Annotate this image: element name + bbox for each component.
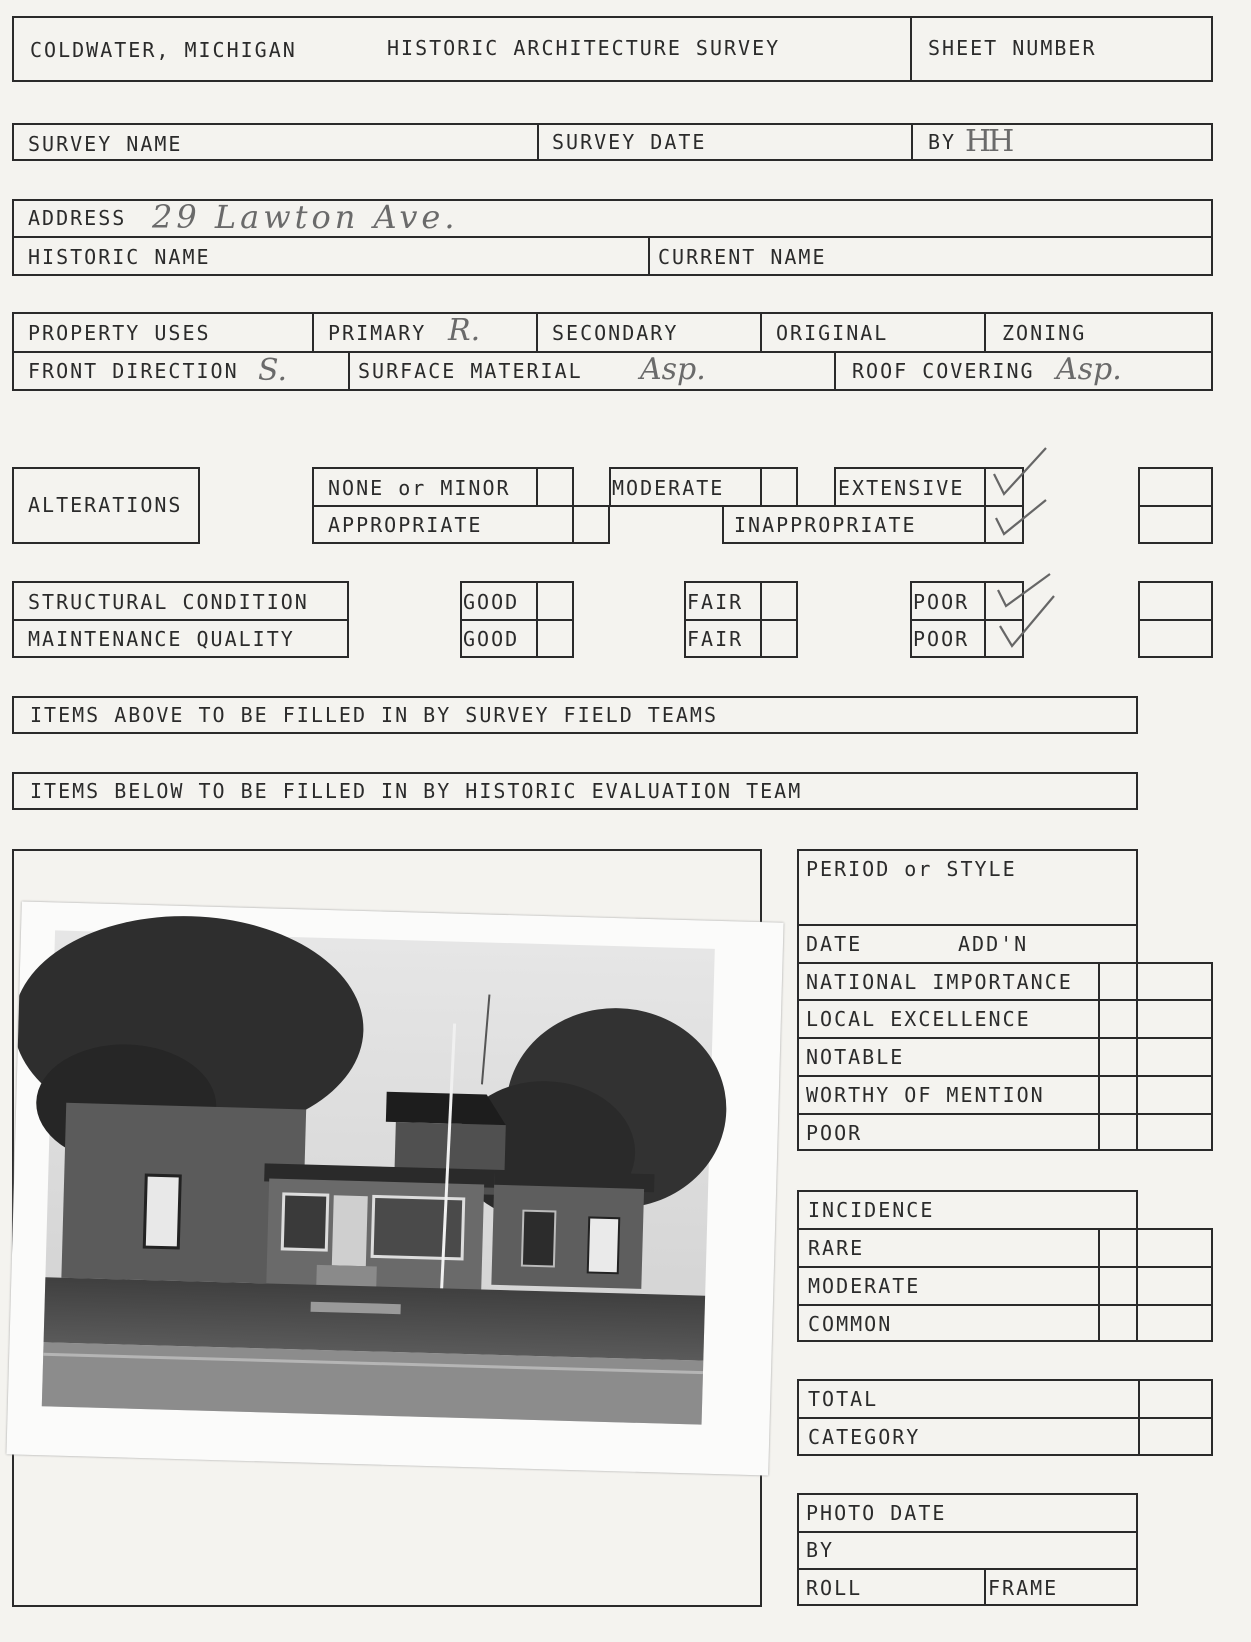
eval-div-6 [797,1113,1138,1115]
surface-material-value: Asp. [640,352,706,387]
total-div-h [797,1417,1213,1419]
items-below-note: ITEMS BELOW TO BE FILLED IN BY HISTORIC EVALUATION TEAM [30,779,803,803]
inappropriate-checkmark-icon [990,494,1050,540]
by-label: BY [928,130,957,154]
condition-score-div [1138,619,1213,621]
uses-div-1 [312,312,314,351]
inappropriate-label: INAPPROPRIATE [734,513,917,537]
survey-divider-2 [911,123,913,161]
none-minor-label: NONE or MINOR [328,476,511,500]
house-photograph [6,901,783,1475]
incidence-div-3 [797,1304,1138,1306]
primary-label: PRIMARY [328,321,427,345]
condition-label-div [12,619,349,621]
frame-label: FRAME [988,1576,1059,1600]
inappropriate-check-div [984,505,986,544]
total-label: TOTAL [808,1387,879,1411]
total-div-v [1138,1379,1140,1456]
date-label: DATE [806,932,863,956]
header-divider [910,16,912,82]
items-above-note: ITEMS ABOVE TO BE FILLED IN BY SURVEY FIELD TEAMS [30,703,719,727]
roof-covering-value: Asp. [1056,352,1122,387]
form-title: HISTORIC ARCHITECTURE SURVEY [387,36,781,60]
photo-info-div-1 [797,1531,1138,1533]
survey-divider-1 [537,123,539,161]
sheet-number-label: SHEET NUMBER [928,36,1097,60]
moderate-check-div [760,467,762,507]
surface-material-label: SURFACE MATERIAL [358,359,583,383]
uses-div-6 [834,351,836,391]
historic-name-label: HISTORIC NAME [28,245,211,269]
alterations-score-div [1138,505,1213,507]
incidence-div-2 [797,1266,1138,1268]
period-style-label: PERIOD or STYLE [806,857,1017,881]
secondary-label: SECONDARY [552,321,679,345]
moderate-label: MODERATE [612,476,725,500]
common-label: COMMON [808,1312,893,1336]
eval-div-5 [797,1075,1138,1077]
appropriate-check-div [572,505,574,544]
house-photo-image [6,901,783,1475]
notable-label: NOTABLE [806,1045,905,1069]
eval-score-div-b [1138,1037,1213,1039]
roof-covering-label: ROOF COVERING [852,359,1035,383]
survey-date-label: SURVEY DATE [552,130,707,154]
survey-name-label: SURVEY NAME [28,132,183,156]
uses-div-2 [536,312,538,351]
rare-label: RARE [808,1236,865,1260]
roll-label: ROLL [806,1576,863,1600]
extensive-check-div [984,467,986,507]
incidence-moderate-label: MODERATE [808,1274,921,1298]
eval-div-4 [797,1037,1138,1039]
photo-date-label: PHOTO DATE [806,1501,947,1525]
uses-div-3 [760,312,762,351]
eval-score-div-d [1138,1113,1213,1115]
fair-div-h [684,619,798,621]
maintenance-quality-label: MAINTENANCE QUALITY [28,627,295,651]
fair-div-v [760,581,762,658]
good-div-v [536,581,538,658]
fair-label-1: FAIR [687,590,744,614]
maintenance-poor-checkmark-icon [996,592,1058,652]
address-label: ADDRESS [28,206,127,230]
incidence-score-div-b [1138,1304,1213,1306]
uses-div-4 [984,312,986,351]
eval-div-1 [797,924,1138,926]
addn-label: ADD'N [958,932,1029,956]
good-label-1: GOOD [463,590,520,614]
none-minor-check-div [536,467,538,507]
uses-div-5 [348,351,350,391]
eval-score-div-a [1138,999,1213,1001]
worthy-of-mention-label: WORTHY OF MENTION [806,1083,1045,1107]
property-uses-label: PROPERTY USES [28,321,211,345]
photo-by-label: BY [806,1538,835,1562]
fair-label-2: FAIR [687,627,744,651]
eval-poor-label: POOR [806,1121,863,1145]
address-value: 29 Lawton Ave. [152,198,459,236]
primary-value: R. [448,313,481,348]
good-label-2: GOOD [463,627,520,651]
incidence-div-1 [797,1228,1138,1230]
photo-info-div-2 [797,1568,1138,1570]
city-title: COLDWATER, MICHIGAN [30,38,297,62]
eval-div-3 [797,999,1138,1001]
structural-condition-label: STRUCTURAL CONDITION [28,590,309,614]
incidence-score-col-box [1138,1228,1213,1342]
photo-info-div-v [984,1568,986,1606]
by-value: HH [965,124,1012,159]
eval-score-div [1098,962,1100,1151]
extensive-checkmark-icon [990,444,1050,500]
eval-div-2 [797,962,1138,964]
current-name-label: CURRENT NAME [658,245,827,269]
good-div-h [460,619,574,621]
incidence-score-div-a [1138,1266,1213,1268]
address-divider-v [648,236,650,276]
eval-score-col-box [1138,962,1213,1151]
eval-score-div-c [1138,1075,1213,1077]
incidence-label: INCIDENCE [808,1198,935,1222]
appropriate-label: APPROPRIATE [328,513,483,537]
national-importance-label: NATIONAL IMPORTANCE [806,970,1073,994]
original-label: ORIGINAL [776,321,889,345]
alterations-label: ALTERATIONS [28,493,183,517]
address-divider-h [12,236,1213,238]
extensive-label: EXTENSIVE [838,476,965,500]
local-excellence-label: LOCAL EXCELLENCE [806,1007,1031,1031]
incidence-score-div [1098,1228,1100,1342]
uses-divider-h [12,351,1213,353]
poor-div-v [984,581,986,658]
poor-label-1: POOR [913,590,970,614]
category-label: CATEGORY [808,1425,921,1449]
front-direction-value: S. [258,353,288,388]
front-direction-label: FRONT DIRECTION [28,359,239,383]
zoning-label: ZONING [1002,321,1087,345]
poor-label-2: POOR [913,627,970,651]
